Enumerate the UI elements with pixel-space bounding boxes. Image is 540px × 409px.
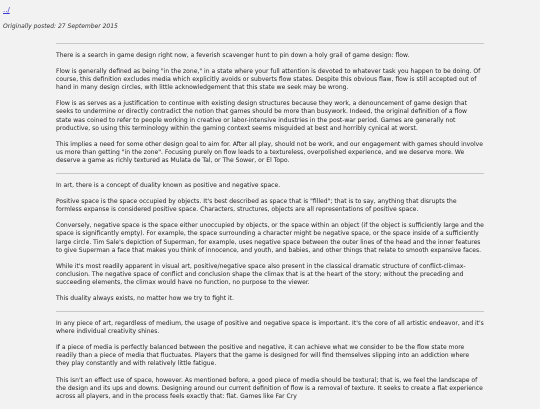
posted-date: Originally posted: 27 September 2015 bbox=[3, 23, 118, 30]
paragraph: This isn't an effect use of space, however. As mentioned before, a good piece of media should be textural; that is, we feel the landscape of the design and its ups and downs. Designing around our current definition of flow is a removal of texture. It seeks to create a flat experience across all players, and in the process feels exactly that: flat. Games like Far Cry bbox=[56, 376, 483, 400]
paragraph: In art, there is a concept of duality known as positive and negative space. bbox=[56, 182, 281, 190]
paragraph: This implies a need for some other design goal to aim for. After all play, should not be work, and our engagement with games should involve us more than getting "in the zone". Focusing purely on flow leads to a textureless, overpolished experience, and we deserve more. We deserve a game as richly textured as Mulata de Tal, or The Sower, or El Topo. bbox=[56, 140, 483, 164]
paragraph: In any piece of art, regardless of medium, the usage of positive and negative space is important. It's the core of all artistic endeavor, and it's where individual creativity shines. bbox=[56, 320, 484, 336]
divider bbox=[56, 173, 484, 174]
paragraph: Positive space is the space occupied by objects. It's best described as space that is "filled"; that is to say, anything that disrupts the formless expanse is considered positive space. Characters, structures, objects are all representations of positive space. bbox=[56, 198, 457, 214]
paragraph: Conversely, negative space is the space either unoccupied by objects, or the space within an object (if the object is sufficiently large and the space is significantly empty). For example, the space surrounding a character might be negative space, or the space inside of a sufficiently large circle. Tim Sale's depiction of Superman, for example, uses negative space between the outer lines of the head and the inner features to give Superman a face that makes you think of innocence, and youth, and babies, and other things that relate to smooth expansive faces. bbox=[56, 222, 484, 254]
paragraph: Flow is generally defined as being "in the zone," in a state where your full attention is devoted to whatever task you happen to be doing. Of course, this definition excludes media which explicitly avoids or subverts flow states. Despite this obvious flaw, flow is still accepted out of hand in many design circles, with little acknowledgement that this state we seek may be wrong. bbox=[56, 68, 481, 92]
paragraph: Flow is as serves as a justification to continue with existing design structures because they work, a denouncement of game design that seeks to undermine or directly contradict the notion that games should be more than busywork. Indeed, the original definition of a flow state was coined to refer to people working in creative or labor-intensive industries in the post-war period. Games are generally not productive, so using this terminology within the gaming context seems misguided at best and horribly cynical at worst. bbox=[56, 100, 467, 132]
divider bbox=[56, 311, 484, 312]
paragraph: If a piece of media is perfectly balanced between the positive and negative, it can achieve what we consider to be the flow state more readily than a piece of media that fluctuates. Players that the game is designed for will find themselves slipping into an addiction where they play constantly and with relatively little fatigue. bbox=[56, 344, 470, 368]
paragraph: While it's most readily apparent in visual art, positive/negative space also present in the classical dramatic structure of conflict-climax-conclusion. The negative space of conflict and conclusion shape the climax that is at the heart of the story; without the preceding and succeeding elements, the climax would have no function, no purpose to the viewer. bbox=[56, 262, 466, 286]
back-link[interactable]: ../ bbox=[3, 6, 10, 14]
paragraph: There is a search in game design right now, a feverish scavenger hunt to pin down a holy grail of game design: flow. bbox=[56, 52, 410, 59]
paragraph: This duality always exists, no matter how we try to fight it. bbox=[56, 294, 234, 302]
article-body bbox=[56, 43, 484, 409]
divider bbox=[56, 43, 484, 44]
